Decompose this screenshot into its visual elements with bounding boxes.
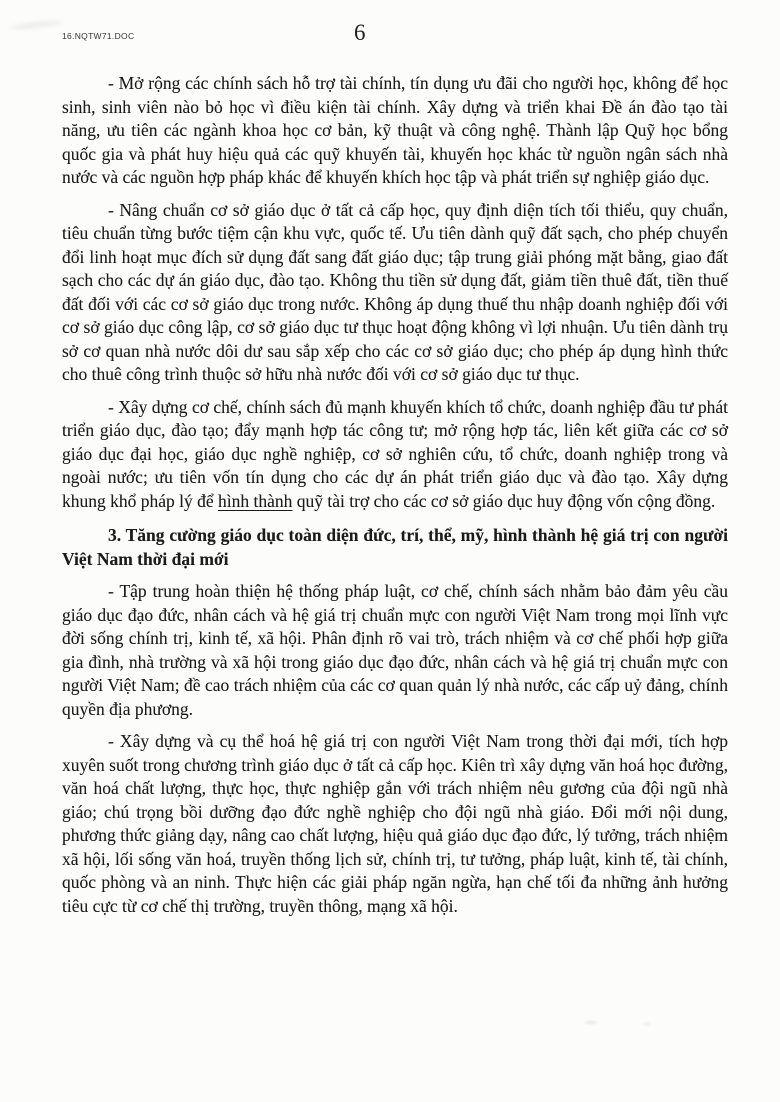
scan-speck — [585, 1021, 597, 1024]
scan-smudge — [10, 19, 62, 30]
paragraph-investment-text-after: quỹ tài trợ cho các cơ sở giáo dục huy động vốn cộng đồng. — [292, 490, 716, 511]
paragraph-investment-text-before: - Xây dựng cơ chế, chính sách đủ mạnh khuyến khích tổ chức, doanh nghiệp đầu tư phát triển giáo dục, đào tạo; đẩy mạnh hợp tác công tư; mở rộng hợp tác, liên kết giữa các cơ sở giáo dục đại học, giáo dục nghề nghiệp, cơ sở nghiên cứu, tổ chức, doanh nghiệp trong và ngoài nước; ưu tiên vốn tín dụng cho các dự án phát triển giáo dục và đào tạo. Xây dựng khung khổ pháp lý để — [62, 396, 728, 511]
paragraph-legal-framework-ethics: - Tập trung hoàn thiện hệ thống pháp luật, cơ chế, chính sách nhằm bảo đảm yêu cầu giáo dục đạo đức, nhân cách và hệ giá trị chuẩn mực con người Việt Nam trong mọi lĩnh vực đời sống chính trị, kinh tế, xã hội. Phân định rõ vai trò, trách nhiệm và cơ chế phối hợp giữa gia đình, nhà trường và xã hội trong giáo dục đạo đức, nhân cách và hệ giá trị chuẩn mực con người Việt Nam; đề cao trách nhiệm của các cơ quan quản lý nhà nước, các cấp uỷ đảng, chính quyền địa phương. — [62, 581, 728, 719]
paragraph-investment-mechanism — [62, 396, 728, 514]
paragraph-value-system: - Xây dựng và cụ thể hoá hệ giá trị con người Việt Nam trong thời đại mới, tích hợp xuyên suốt trong chương trình giáo dục ở tất cả cấp học. Kiên trì xây dựng văn hoá học đường, văn hoá chất lượng, thực học, thực nghiệp gắn với trách nhiệm nêu gương của đội ngũ nhà giáo; chú trọng bồi dưỡng đạo đức nghề nghiệp cho đội ngũ nhà giáo. Đổi mới nội dung, phương thức giảng dạy, nâng cao chất lượng, hiệu quả giáo dục đạo đức, lý tưởng, trách nhiệm xã hội, lối sống văn hoá, truyền thống lịch sử, chính trị, tư tưởng, pháp luật, kinh tế, tài chính, quốc phòng và an ninh. Thực hiện các giải pháp ngăn ngừa, hạn chế tối đa những ảnh hưởng tiêu cực từ cơ chế thị trường, truyền thông, mạng xã hội. — [62, 731, 728, 916]
paragraph-facility-standards: - Nâng chuẩn cơ sở giáo dục ở tất cả cấp học, quy định diện tích tối thiểu, quy chuẩn, tiêu chuẩn từng bước tiệm cận khu vực, quốc tế. Ưu tiên dành quỹ đất sạch, cho phép chuyển đổi linh hoạt mục đích sử dụng đất sang đất giáo dục; tập trung giải phóng mặt bằng, giao đất sạch cho các dự án giáo dục, đào tạo. Không thu tiền sử dụng đất, giảm tiền thuê đất, tiền thuế đất đối với các cơ sở giáo dục trong nước. Không áp dụng thuế thu nhập doanh nghiệp đối với cơ sở giáo dục công lập, cơ sở giáo dục tư thục hoạt động không vì lợi nhuận. Ưu tiên dành trụ sở cơ quan nhà nước dôi dư sau sắp xếp cho các cơ sở giáo dục; cho phép áp dụng hình thức cho thuê công trình thuộc sở hữu nhà nước đối với cơ sở giáo dục tư thục. — [62, 199, 728, 384]
section-heading-3: 3. Tăng cường giáo dục toàn diện đức, trí, thể, mỹ, hình thành hệ giá trị con người Việt Nam thời đại mới — [62, 525, 728, 569]
page-number: 6 — [354, 20, 366, 45]
paragraph-financial-support: - Mở rộng các chính sách hỗ trợ tài chính, tín dụng ưu đãi cho người học, không để học sinh, sinh viên nào bỏ học vì điều kiện tài chính. Xây dựng và triển khai Đề án đào tạo tài năng, ưu tiên các ngành khoa học cơ bản, kỹ thuật và công nghệ. Thành lập Quỹ học bổng quốc gia và phát huy hiệu quả các quỹ khuyến tài, khuyến học khác từ nguồn ngân sách nhà nước và các nguồn hợp pháp khác để khuyến khích học tập và phát triển sự nghiệp giáo dục. — [62, 73, 728, 187]
scan-speck — [643, 1023, 651, 1025]
document-reference: 16.NQTW71.DOC — [62, 31, 135, 41]
underlined-phrase: hình thành — [218, 490, 293, 511]
document-body — [62, 72, 728, 927]
